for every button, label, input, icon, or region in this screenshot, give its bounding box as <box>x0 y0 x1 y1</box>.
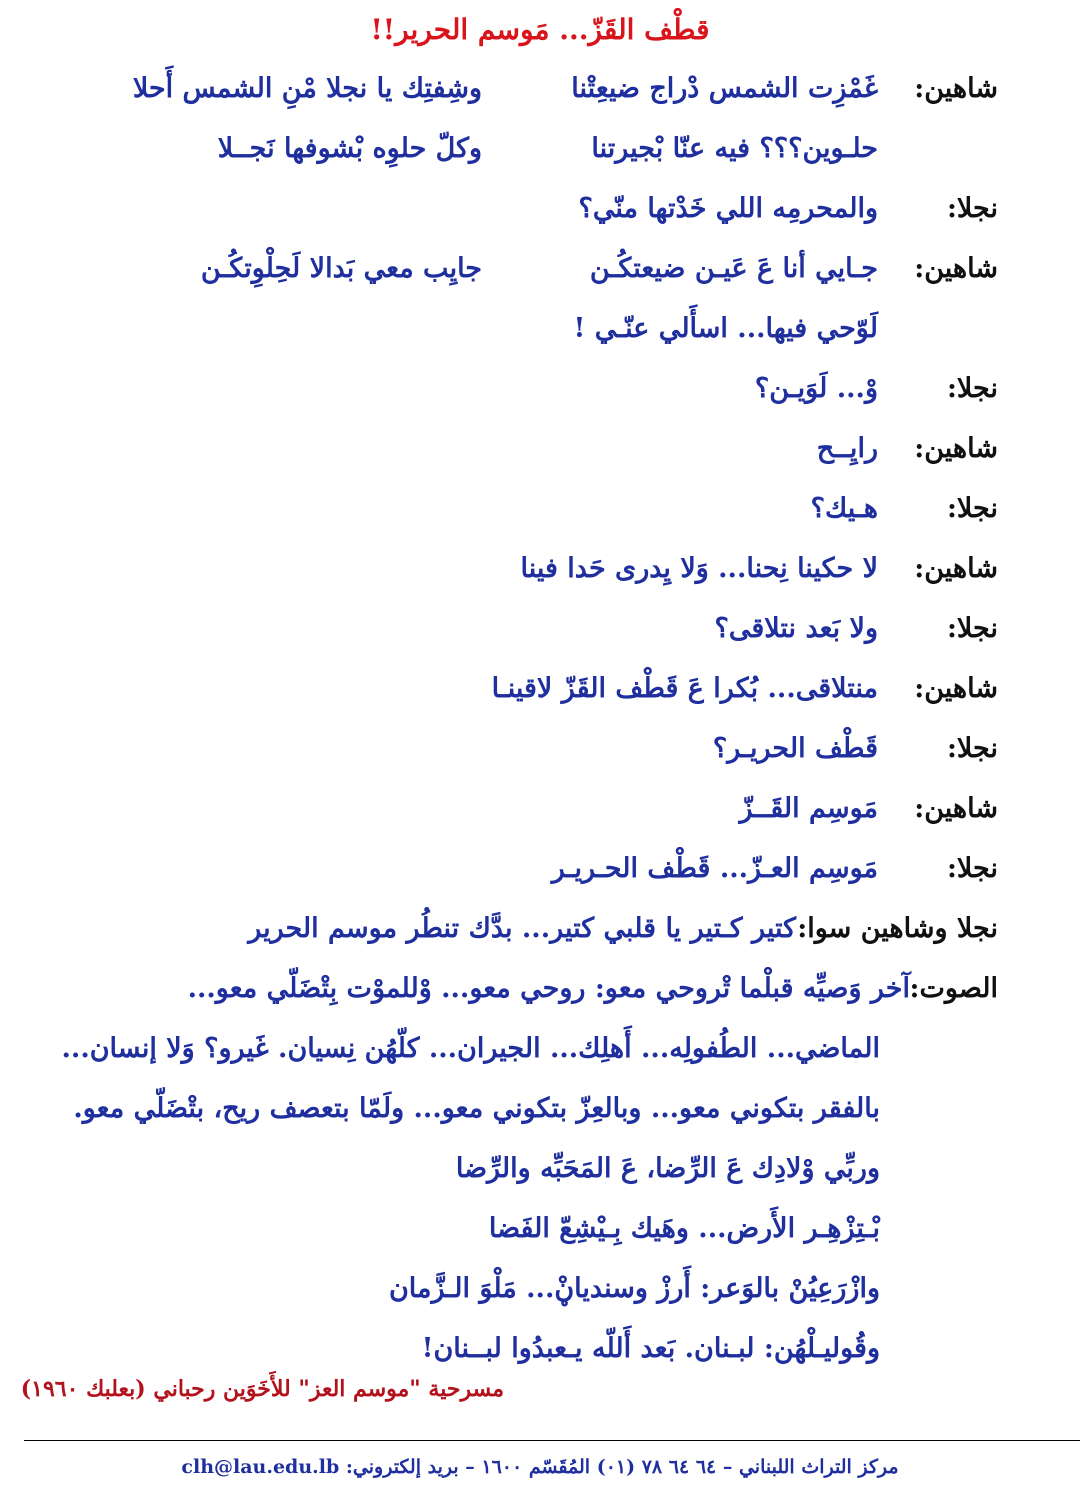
verse-continuation: وازْرَعِيُنْ بالوَعر: أَرزْ وسندياڼْ... مَلْوَ الـزَّمان <box>388 1273 880 1304</box>
verse-continuation: وقُوليـلْهُن: لبـنان. بَعد أَللّه يـعبدُوا لبــنان! <box>421 1333 880 1364</box>
speaker-label: نجلا: <box>946 733 998 764</box>
verse-continuation: بْـتِزْهِـر الأَرض... وهَيك بِـيْشِعّ الفَضا <box>488 1213 880 1244</box>
verse-text: هـيك؟ <box>810 493 878 524</box>
speaker-label: شاهين: <box>914 433 998 464</box>
verse-text: ولا بَعد نتلاقى؟ <box>714 613 878 644</box>
verse-text: والمحرمِه اللي خَدْتها منّي؟ <box>578 193 878 224</box>
verse-text: حلـوين؟؟؟ فيه عنّا بْجيرتنا <box>591 133 878 164</box>
speaker-label: شاهين: <box>914 553 998 584</box>
verse-text: آخر وَصيِّه قبلْما تْروحي معو: روحي معو... وْللموْت بِتْضَلّي معو... <box>187 973 910 1004</box>
verse-text: كتير كـتير يا قلبي كتير... بدَّك تنطُر موسم الحرير <box>248 913 796 944</box>
verse-text-second-half: وكلّ حلوِه بْشوفها نَجــلا <box>217 133 482 164</box>
speaker-label: نجلا: <box>946 373 998 404</box>
verse-text: جـايي أنا عَ عَيـن ضيعتكُـن <box>589 253 878 284</box>
speaker-label: نجلا: <box>946 493 998 524</box>
verse-text: رايِــح <box>816 433 878 464</box>
verse-text: غَمْزِت الشمس دْراج ضيعِتْنا <box>571 73 878 104</box>
verse-continuation: وربِّي وْلادِك عَ الرِّضا، عَ المَحَبِّه والرِّضا <box>455 1153 880 1184</box>
page-title: قطْف القَزّ... مَوسم الحرير!! <box>370 13 710 46</box>
speaker-label: شاهين: <box>914 793 998 824</box>
verse-text-second-half: وشِفتِك يا نجلا مْنِ الشمس أَحلا <box>132 73 482 104</box>
speaker-label: الصوت: <box>909 973 998 1004</box>
speaker-label: نجلا: <box>946 193 998 224</box>
verse-text: وْ... لَوَيـن؟ <box>754 373 878 404</box>
speaker-label: شاهين: <box>914 253 998 284</box>
verse-text-second-half: جايِب معي بَدالا لَحِلْوِتكُـن <box>200 253 482 284</box>
source-credit: مسرحية "موسم العز" للأَخَوَين رحباني (بعلبك ١٩٦٠) <box>20 1376 504 1402</box>
verse-continuation: الماضي... الطُفولِه... أَهلِك... الجيران... كلّهُن نِسيان. غَيرو؟ وَلا إنسان... <box>61 1033 880 1064</box>
verse-text: مَوسِم القَــزّ <box>739 793 878 824</box>
verse-text: منتلاقى... بُكرا عَ قَطْف القَزّ لاقينـا <box>491 673 878 704</box>
speaker-label: شاهين: <box>914 73 998 104</box>
speaker-label: نجلا: <box>946 613 998 644</box>
verse-text: مَوسِم العـزّ... قَطْف الحـريـر <box>551 853 878 884</box>
speaker-label: نجلا وشاهين سوا: <box>797 913 998 944</box>
footer-divider <box>24 1440 1080 1441</box>
verse-text: قَطْف الحريـر؟ <box>712 733 878 764</box>
verse-text: لَوّحي فيها... اسأَلي عنّـي ! <box>573 313 878 344</box>
verse-continuation: بالفقر بتكوني معو... وبالعِزّ بتكوني معو... ولَمّا بتعصف ريح، بتْضَلّي معو. <box>73 1093 880 1124</box>
verse-text: لا حكينا نِحنا... وَلا يِدرى حَدا فينا <box>520 553 878 584</box>
footer-contact: مركز التراث اللبناني – ٦٤ ٦٤ ٧٨ (٠١) المُقَسّم ١٦٠٠ – بريد إلكتروني: clh@lau.edu.lb <box>181 1456 899 1478</box>
speaker-label: نجلا: <box>946 853 998 884</box>
speaker-label: شاهين: <box>914 673 998 704</box>
